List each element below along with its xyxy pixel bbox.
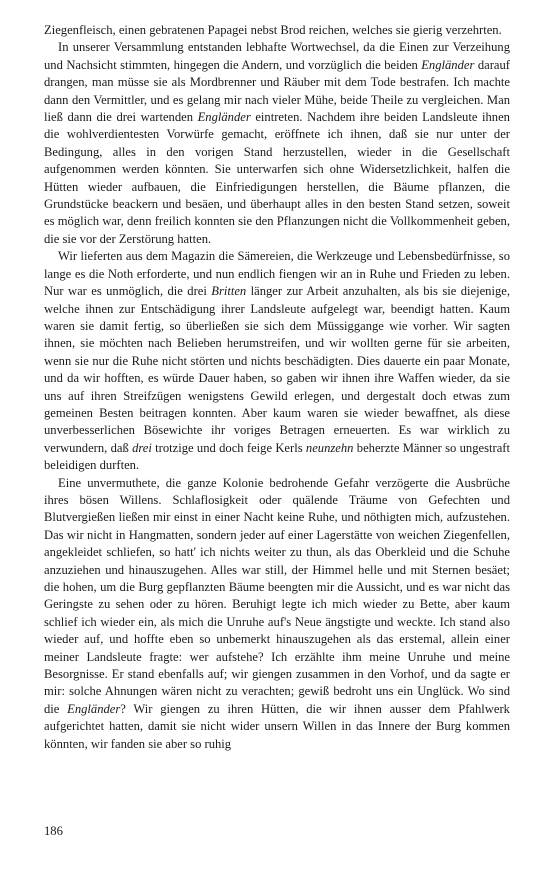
paragraph — [44, 475, 510, 754]
text-span: beherzte Männer so ungestraft beleidigen durften. — [44, 440, 510, 473]
page-number: 186 — [44, 824, 63, 838]
paragraph — [44, 22, 510, 39]
text-span: länger zur Arbeit anzuhalten, als bis sie diejenige, welche ihnen zur Entschädigung ihrer Landsleute aufgelegt war, beendigt hatten. Kaum waren sie damit fertig, so überließen sie sich dem Müssiggange wie vorher. Wir sagten ihnen, sie möchten nach Belieben herumstreifen, und wir wollten gerne für sie arbeiten, wenn sie nur die Ruhe nicht störten und nichts beschädigten. Dies dauerte ein paar Monate, und da wir hofften, es würde Dauer haben, so gaben wir ihnen ihre Waffen wieder, da sie uns auf ihren Streifzügen wenigstens Gewild erlegen, und dergestalt doch etwas zum gemeinen Besten beitragen konnten. Aber kaum waren sie wieder bewaffnet, als diese unverbesserlichen Bösewichte ihr voriges Betragen erneuerten. Es war wirklich zu verwundern, daß — [44, 284, 511, 455]
text-span: darauf drangen, man müsse sie als Mordbrenner und Räuber mit dem Tode bestrafen. Ich machte dann den Vermittler, und es gelang mir nach vieler Mühe, beide Theile zu vergleichen. Man ließ dann die drei wartenden — [44, 57, 510, 125]
body-text — [44, 22, 510, 753]
text-span: Wir lieferten aus dem Magazin die Sämereien, die Werkzeuge und Lebensbedürfnisse, so lange es die Noth erforderte, und nun endlich fiengen wir an in Ruhe und Frieden zu leben. Nur war es unmöglich, die drei — [44, 249, 510, 299]
text-span: trotzige und doch feige Kerls — [151, 440, 306, 455]
text-span: eintreten. Nachdem ihre beiden Landsleute ihnen die wohlverdientesten Vorwürfe gemacht, eröffnete ich ihnen, daß sie nur unter der Bedingung, alles in den vorigen Stand herzustellen, wieder in die Gesellschaft aufgenommen werden könnten. Sie unterwarfen sich ohne Widersetzlichkeit, halfen die Hütten wieder aufbauen, die Einfriedigungen herstellen, die Bäume pflanzen, die Grundstücke beackern und besäen, und überhaupt alles in den besten Stand setzen, soweit es möglich war, denn freilich konnten sie den Pflanzungen nicht die Vollkommenheit geben, die sie vor der Zerstörung hatten. — [44, 110, 510, 246]
italic-text: Engländer — [197, 110, 251, 125]
italic-text: neunzehn — [305, 440, 354, 455]
paragraph — [44, 248, 510, 474]
text-span: In unserer Versammlung entstanden lebhafte Wortwechsel, da die Einen zur Verzeihung und Nachsicht stimmten, hingegen die Andern, und vorzüglich die beiden — [44, 40, 510, 72]
italic-text: Engländer — [67, 701, 121, 716]
text-span: ? Wir giengen zu ihren Hütten, die wir ihnen ausser dem Pfahlwerk aufgerichtet hatten, damit sie nicht wider unsern Willen in das Innere der Burg kommen könnten, wir fanden sie aber so ruhig — [44, 701, 510, 751]
italic-text: Britten — [211, 284, 247, 299]
text-span: Eine unvermuthete, die ganze Kolonie bedrohende Gefahr verzögerte die Ausbrüche ihres bösen Willens. Schlaflosigkeit oder quälende Träume von Gefechten und Blutvergießen ließen mir einst in einer Nacht keine Ruhe, und nöthigten mich, aufzustehen. Das wir nicht in Hangmatten, sondern jeder auf einer Lagerstätte von weichen Ziegenfellen, angekleidet schliefen, so hatt' ich nichts weiter zu thun, als das Oberkleid und die Schuhe anzuziehen und hinauszugehen. Alles war still, der Himmel helle und mit Sternen besäet; die hohen, um die Burg gepflanzten Bäume beengten mir die Aussicht, und es war nicht das Geringste zu sehen oder zu hören. Beruhigt legte ich mich wieder zu Bette, aber kaum schlief ich wieder ein, als mich die Unruhe auf's Neue ängstigte und weckte. Ich stand also wieder auf, und hoffte eben so unbemerkt hinauszugehen als das erstemal, allein einer meiner Landsleute fragte: wer aufstehe? Ich erzählte ihm meine Unruhe und meine Besorgnisse. Er stand ebenfalls auf; wir giengen zusammen in den Vorhof, und da sagte er mir: solche Ahnungen wären nicht zu verachten; gewiß bedroht uns ein Unglück. Wo sind die — [44, 475, 510, 716]
paragraph — [44, 39, 510, 248]
text-span: Ziegenfleisch, einen gebratenen Papagei nebst Brod reichen, welches sie gierig verzehrten. — [44, 23, 502, 37]
italic-text: Engländer — [421, 57, 475, 72]
italic-text: drei — [132, 440, 152, 455]
